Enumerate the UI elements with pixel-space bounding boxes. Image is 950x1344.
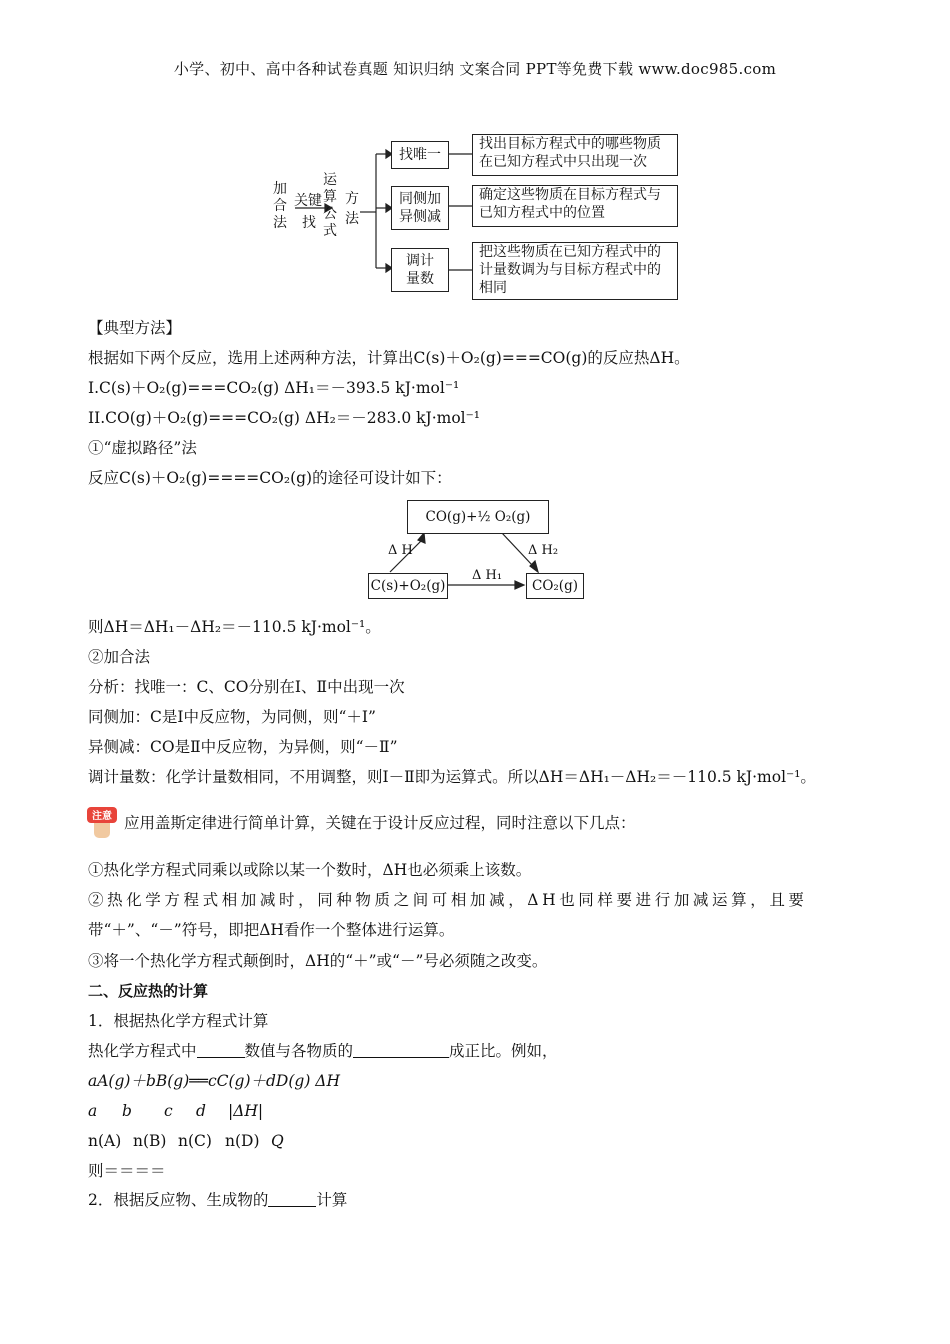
diff-side-line: 异侧减：CO是Ⅱ中反应物，为异侧，则“－Ⅱ” (88, 738, 398, 756)
blank-3[interactable] (268, 1190, 316, 1207)
step-find-unique: 找唯一 (391, 141, 449, 169)
flow-key-label: 关键 (294, 193, 322, 209)
notice-intro: 应用盖斯定律进行简单计算，关键在于设计反应过程，同时注意以下几点： (124, 814, 636, 832)
analysis-line: 分析：找唯一：C、CO分别在Ⅰ、Ⅱ中出现一次 (88, 678, 405, 696)
svg-text:注意: 注意 (92, 811, 112, 822)
mol-row: n(A) n(B) n(C) n(D) Q (88, 1132, 284, 1150)
flow-find-label: 找 (302, 215, 316, 231)
section-2-sub-1: 1．根据热化学方程式计算 (88, 1012, 269, 1030)
blank-1[interactable] (197, 1041, 245, 1058)
blank-2[interactable] (353, 1041, 449, 1058)
step-same-add-desc: 确定这些物质在目标方程式与 已知方程式中的位置 (472, 185, 678, 227)
typical-intro: 根据如下两个反应，选用上述两种方法，计算出C(s)＋O₂(g)===CO(g)的反应热ΔH。 (88, 349, 690, 367)
flow-left-label: 加合法 (273, 181, 287, 231)
section-2-sub-2: 2．根据反应物、生成物的 计算 (88, 1191, 348, 1209)
method-1-text: 反应C(s)＋O₂(g)====CO₂(g)的途径可设计如下： (88, 469, 452, 487)
equation-1: I.C(s)＋O₂(g)===CO₂(g) ΔH₁＝－393.5 kJ·mol⁻¹ (88, 379, 460, 397)
diagram-dh-label: Δ H (388, 543, 413, 558)
notice-point-2a: ②热化学方程式相加减时，同种物质之间可相加减，ΔH也同样要进行加减运算，且要 (88, 891, 808, 909)
flow-formula-label: 运算公式 (323, 172, 337, 239)
page-header: 小学、初中、高中各种试卷真题 知识归纳 文案合同 PPT等免费下载 www.doc985.com (173, 60, 777, 78)
adjust-line: 调计量数：化学计量数相同，不用调整，则Ⅰ－Ⅱ即为运算式。所以ΔH＝ΔH₁－ΔH₂＝－110.5 kJ·mol⁻¹。 (88, 768, 816, 786)
equation-2: II.CO(g)＋O₂(g)===CO₂(g) ΔH₂＝－283.0 kJ·mol⁻¹ (88, 409, 481, 427)
diagram-top-box: CO(g)+½ O₂(g) (407, 500, 549, 534)
general-equation: aA(g)＋bB(g)══cC(g)＋dD(g) ΔH (88, 1072, 341, 1090)
typical-heading: 【典型方法】 (88, 319, 182, 337)
diagram-dh1-label: Δ H₁ (472, 568, 503, 583)
coefficient-row: a b c d |ΔH| (88, 1102, 264, 1120)
section-2-sub-1-text: 热化学方程式中 数值与各物质的 成正比。例如， (88, 1042, 558, 1060)
diagram-dh2-label: Δ H₂ (528, 543, 559, 558)
step-same-add: 同侧加 异侧减 (391, 186, 449, 230)
section-2-title: 二、反应热的计算 (88, 982, 209, 1000)
notice-point-3: ③将一个热化学方程式颠倒时，ΔH的“＋”或“－”号必须随之改变。 (88, 952, 548, 970)
then-line: 则＝＝＝＝ (88, 1162, 166, 1180)
notice-point-1: ①热化学方程式同乘以或除以某一个数时，ΔH也必须乘上该数。 (88, 861, 532, 879)
notice-icon (86, 804, 120, 840)
step-adjust-coef-desc: 把这些物质在已知方程式中的 计量数调为与目标方程式中的 相同 (472, 242, 678, 300)
method-2-title: ②加合法 (88, 648, 151, 666)
diagram-left-box: C(s)+O₂(g) (368, 573, 448, 599)
notice-point-2b: 带“＋”、“－”符号，即把ΔH看作一个整体进行运算。 (88, 921, 455, 939)
method-1-result: 则ΔH＝ΔH₁－ΔH₂＝－110.5 kJ·mol⁻¹。 (88, 618, 381, 636)
step-adjust-coef: 调计 量数 (391, 248, 449, 292)
method-1-title: ①“虚拟路径”法 (88, 439, 197, 457)
same-side-line: 同侧加：C是Ⅰ中反应物，为同侧，则“＋Ⅰ” (88, 708, 376, 726)
step-find-unique-desc: 找出目标方程式中的哪些物质 在已知方程式中只出现一次 (472, 134, 678, 176)
flow-method-label: 方法 (345, 191, 359, 227)
diagram-right-box: CO₂(g) (526, 573, 584, 599)
